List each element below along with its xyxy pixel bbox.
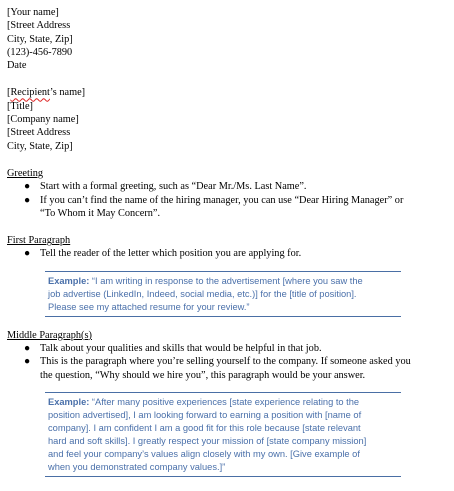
sender-phone: (123)-456-7890 [7,46,73,58]
list-item: ● Talk about your qualities and skills that would be helpful in that job. [24,343,322,355]
bullet-icon: ● [24,356,31,368]
middle-paragraph-bullets [7,342,447,382]
bullet-icon: ● [24,343,31,355]
bullet-icon: ● [24,181,31,193]
list-item: ● This is the paragraph where you’re selling yourself to the company. If someone asked you the question, “Why should we hire you”, this paragraph would be your answer. [24,356,411,381]
recipient-city: City, State, Zip] [7,140,73,152]
sender-street: [Street Address [7,20,71,32]
greeting-heading: Greeting [7,167,44,179]
bullet-icon: ● [24,194,31,206]
greeting-section [7,167,447,220]
first-paragraph-section [7,234,447,317]
middle-paragraph-section [7,329,447,477]
first-paragraph-bullets [7,247,447,260]
recipient-street: [Street Address [7,127,71,139]
greeting-bullets [7,180,447,220]
example-label: Example: [48,275,90,286]
recipient-title: [Title] [7,100,33,112]
sender-city: City, State, Zip] [7,33,73,45]
sender-block [7,6,447,72]
recipient-company: [Company name] [7,114,79,126]
example-label: Example: [48,396,90,407]
recipient-name-word: Recipient [10,87,50,99]
recipient-name: [Recipient’s name] [7,87,86,99]
letter-template-page [7,6,447,477]
middle-paragraph-example-box: Example: “After many positive experiences [state experience relating to the position advertised], I am looking forward to earning a position with [name of company]. I am confident I am a good fit for this role because [state relevant hard and soft skills]. I greatly respect your mission of [state company mission] and feel your company’s values align closely with my own. [Give example of when you demonstrated company values.]” [45,392,401,477]
sender-date: Date [7,60,27,72]
list-item: ● Tell the reader of the letter which position you are applying for. [24,248,302,260]
first-paragraph-example-box: Example: “I am writing in response to the advertisement [where you saw the job advertise (LinkedIn, Indeed, social media, etc.)] for the [title of position]. Please see my attached resume for your review.” [45,271,401,317]
first-paragraph-heading: First Paragraph [7,235,71,247]
sender-name: [Your name] [7,7,59,18]
list-item: ● If you can’t find the name of the hiring manager, you can use “Dear Hiring Manager” or “To Whom it May Concern”. [24,194,404,219]
middle-paragraph-heading: Middle Paragraph(s) [7,329,92,341]
bullet-icon: ● [24,248,31,260]
recipient-block [7,86,447,152]
recipient-name-rest: ’s name] [49,87,86,99]
list-item: ● Start with a formal greeting, such as “Dear Mr./Ms. Last Name”. [24,181,307,193]
